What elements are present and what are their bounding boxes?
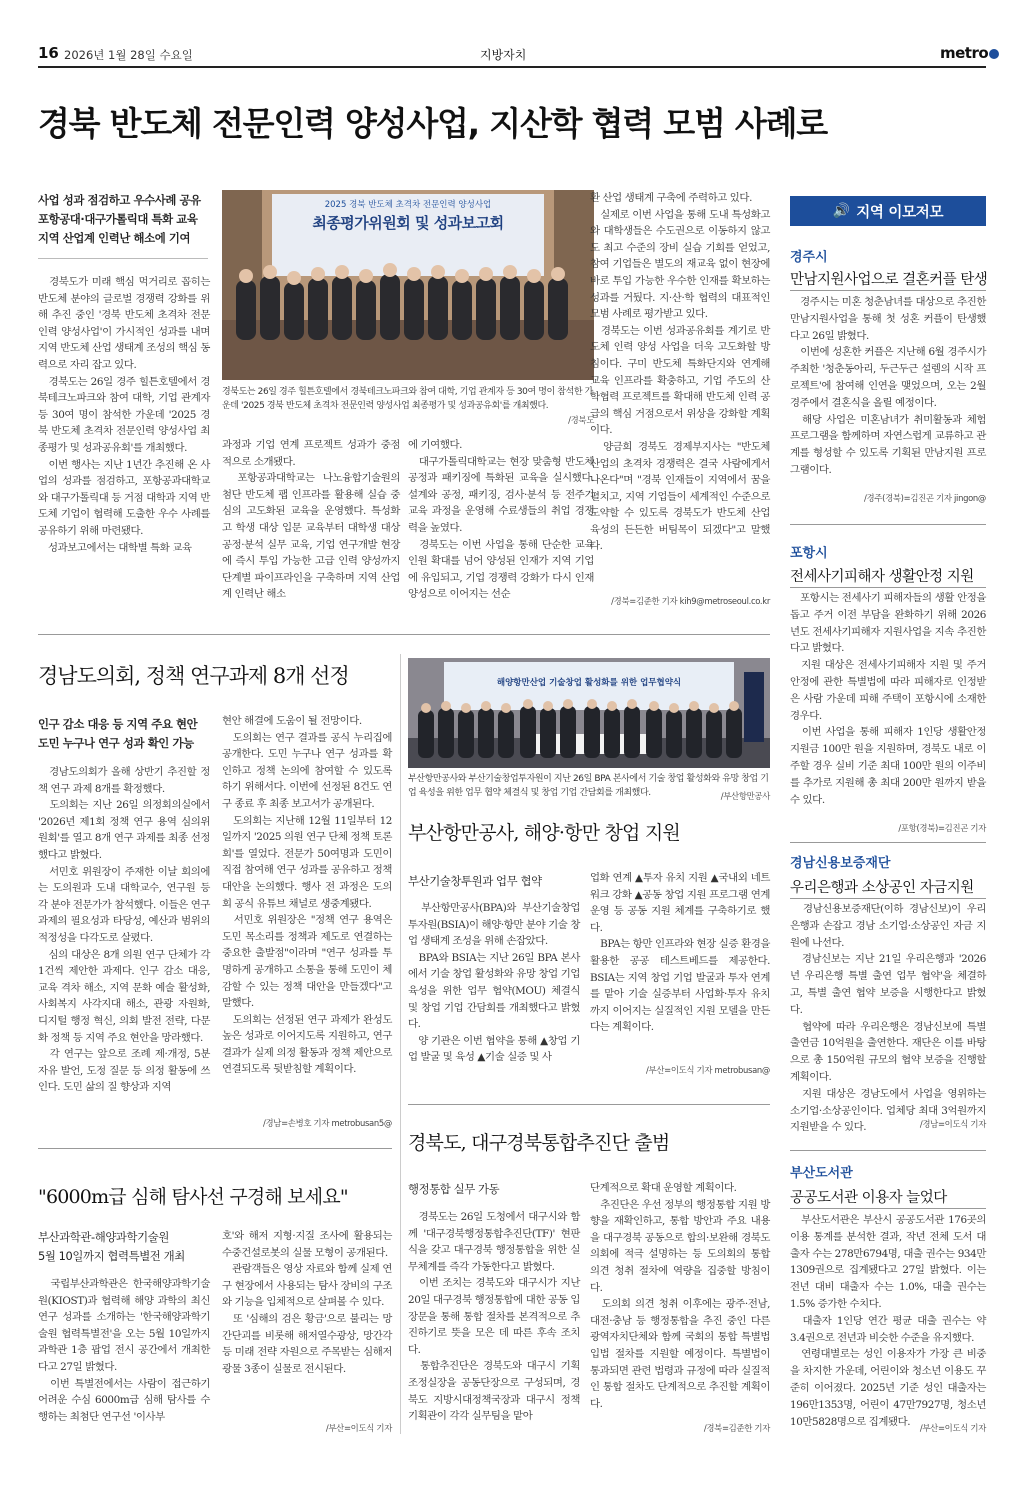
rule-main-bottom [38,634,770,635]
main-subhead-rule [38,258,208,259]
sidebar-title-busanlib: 공공도서관 이용자 늘었다 [790,1190,947,1206]
speaker-icon: 🔊 [832,203,851,219]
main-byline: /경북=김준한 기자 kih9@metroseoul.co.kr [611,596,770,606]
sidebar-text-pohang: 포항시는 전세사기 피해자들의 생활 안정을 돕고 주거 이전 부담을 완화하기 위해 2026년도 전세사기피해자 지원사업을 지속 추진한다고 밝혔다. 지원 대상은 전세사기피해자 지원 및 주거안정에 관한 특별법에 따라 피해자로 인정받은 사람 가운데 피해 주택이 포항시에 소재한 경우다. 이번 사업을 통해 피해자 1인당 생활안정 지원금 100만 원을 지원하며, 경북도 내로 이주할 경우 실비 기준 최대 100만 원의 이주비를 추가로 지원해 총 최대 200만 원까지 받을 수 있다. [790,592,986,806]
sidebar-rule-gnsinbo [790,898,986,899]
busan-port-col1: 부산항만공사(BPA)와 부산기술창업투자원(BSIA)이 해양·항만 분야 기술 창업 생태계 조성을 위해 손잡았다. BPA와 BSIA는 지난 26일 BPA 본사에서 기술 창업 활성화와 유망 창업 기업 육성을 위한 업무 협약(MOU) 체결식 및 창업 기업 간담회를 개최했다고 밝혔다. 양 기관은 이번 협약을 통해 ▲창업 기업 발굴 및 육성 ▲기술 실증 및 사 [408,902,580,1064]
busan-port-photo-graphic [408,658,770,768]
metro-logo [940,43,999,63]
busan-port-byline: /부산=이도식 기자 metrobusan@ [646,1065,770,1075]
sidebar-rule-gyeongju [790,290,986,291]
sidebar-header-title: 지역 이모저모 [856,204,944,221]
sidebar-rule-busanlib [790,1208,986,1209]
main-photo [222,190,594,380]
sidebar-text-gnsinbo: 경남신용보증재단(이하 경남신보)이 우리은행과 손잡고 경남 소기업·소상공인 자금 지원에 나선다. 경남신보는 지난 21일 우리은행과 '2026년 우리은행 특별 출연 업무 협약'을 체결하고, 특별 출연 협약 보증을 시행한다고 밝혔다. 협약에 따라 우리은행은 경남신보에 특별 출연금 10억원을 출연한다. 재단은 이를 바탕으로 총 150억원 규모의 협약 보증을 진행할 계획이다. 지원 대상은 경남도에서 사업을 영위하는 소기업·소상공인이다. 업체당 최대 3억원까지 지원받을 수 있다. [790,903,986,1134]
sidebar-rule-pohang [790,587,986,588]
metro-logo-text: metro [940,44,989,62]
sidebar-region-pohang: 포항시 [790,546,828,561]
main-col3: 에 기여했다. 대구가톨릭대학교는 현장 맞춤형 반도체 공정과 패키징에 특화된 교육을 실시했다. 설계와 공정, 패키징, 검사·분석 등 전주기 교육 과정을 운영해 수료생들의 취업 경쟁력을 높였다. 경북도는 이번 사업을 통해 단순한 교육 인원 확대를 넘어 양성된 인재가 지역 기업에 유입되고, 기업 경쟁력 강화가 다시 인재 양성으로 이어지는 선순 [408,439,594,601]
kiost-col2: 호'와 해저 지형·지질 조사에 활용되는 수중건설로봇의 실물 모형이 공개된다. 관람객들은 영상 자료와 함께 실제 연구 현장에서 사용되는 탐사 장비의 구조와 기능을 입체적으로 살펴볼 수 있다. 또 '심해의 검은 황금'으로 불리는 망간단괴를 비롯해 해저열수광상, 망간각 등 미래 전략 자원으로 주목받는 심해저 광물 3종이 실물로 전시된다. [222,1230,392,1375]
main-col2: 과정과 기업 연계 프로젝트 성과가 중점적으로 소개됐다. 포항공과대학교는 나노융합기술원의 첨단 반도체 팹 인프라를 활용해 실습 중심의 고도화된 교육을 운영했다. 특성화고 학생 대상 입문 교육부터 대학생 대상 공정·분석 실무 교육, 기업 연구개발 현장에 즉시 투입 가능한 고급 인력 양성까지 단계별 파이프라인을 구축하며 지역 산업계 인력난 해소 [222,439,400,601]
daegu-byline: /경북=김준한 기자 [703,1423,770,1433]
sidebar-byline-gyeongju: /경주(경북)=김진곤 기자 jingon@ [864,493,986,503]
main-col1: 경북도가 미래 핵심 먹거리로 꼽히는 반도체 분야의 글로벌 경쟁력 강화를 위해 추진 중인 '경북 반도체 초격차 전문인력 양성사업'이 가시적인 성과를 내며 지역 반도체 산업 생태계 조성의 핵심 동력으로 자리 잡고 있다. 경북도는 26일 경주 힐튼호텔에서 경북테크노파크와 참여 대학, 기업 관계자 등 30여 명이 참석한 가운데 '2025 경북 반도체 초격차 전문인력 양성사업 최종평가 및 성과공유회'를 개최했다. 이번 행사는 지난 1년간 추진해 온 사업의 성과를 점검하고, 포항공과대학교와 대구가톨릭대 등 거점 대학과 지역 반도체 기업이 협력해 도출한 우수 사례를 공유하기 위해 마련됐다. 성과보고에서는 대학별 특화 교육 [38,276,210,554]
issue-date: 2026년 1월 28일 수요일 [64,48,193,62]
sidebar-title-gyeongju: 만남지원사업으로 결혼커플 탄생 [790,272,988,288]
gyeongnam-col1: 경남도의회가 올해 상반기 추진할 정책 연구 과제 8개를 확정했다. 도의회는 지난 26일 의정회의실에서 '2026년 제1회 정책 연구 용역 심의위원회'를 열고 8개 연구 과제를 최종 선정했다고 밝혔다. 서민호 위원장이 주재한 이날 회의에는 도의원과 도내 대학교수, 연구원 등 각 분야 전문가가 참석했다. 이들은 연구 과제의 필요성과 타당성, 예산과 범위의 적정성을 다각도로 살폈다. 심의 대상은 8개 의원 연구 단체가 각 1건씩 제안한 과제다. 인구 감소 대응, 교육 격차 해소, 지역 문화 예술 활성화, 사회복지 사각지대 해소, 관광 자원화, 디지털 행정 혁신, 의회 발전 전략, 다문화 정책 등 지역 주요 현안을 망라했다. 각 연구는 앞으로 조례 제·개정, 5분 자유 발언, 도정 질문 등 의정 활동에 쓰인다. 도민 삶의 질 향상과 지역 [38,766,210,1094]
header-rule [38,66,986,68]
main-photo-banner-small: 2025 경북 반도체 초격차 전문인력 양성사업 [324,200,492,210]
sidebar-title-pohang: 전세사기피해자 생활안정 지원 [790,569,974,585]
sidebar-header [790,196,986,226]
busan-port-col2: 업화 연계 ▲투자 유치 지원 ▲국내외 네트워크 강화 ▲공동 창업 지원 프로그램 연계 운영 등 공동 지원 체계를 구축하기로 했다. BPA는 항만 인프라와 현장 실증 환경을 활용한 공공 테스트베드를 제공한다. BSIA는 지역 창업 기업 발굴과 투자 연계를 맡아 기술 실증부터 사업화·투자 유치까지 이어지는 실질적인 지원 모델을 만든다는 계획이다. [590,872,770,1034]
section-name: 지방자치 [480,48,527,62]
sidebar-divider-3 [790,1150,986,1151]
sidebar-byline-gnsinbo: /경남=이도식 기자 [919,1119,986,1129]
gyeongnam-byline: /경남=손병호 기자 metrobusan5@ [262,1118,392,1128]
busan-port-photo-credit: /부산항만공사 [720,791,770,801]
rule-kiost-top [38,1148,392,1149]
sidebar-text-busanlib: 부산도서관은 부산시 공공도서관 176곳의 이용 통계를 분석한 결과, 작년 전체 도서 대출자 수는 278만6794명, 대출 권수는 934만1309권으로 집계됐다고 27일 밝혔다. 이는 전년 대비 대출자 수는 1.0%, 대출 권수는 1.5% 증가한 수치다. 대출자 1인당 연간 평균 대출 권수는 약 3.4권으로 전년과 비슷한 수준을 유지했다. 연령대별로는 성인 이용자가 가장 큰 비중을 차지한 가운데, 어린이와 청소년 이용도 꾸준히 이어졌다. 2025년 기준 성인 대출자는 196만1353명, 어린이 47만7927명, 청소년 10만5828명으로 집계됐다. [790,1214,986,1428]
main-photo-banner-title: 최종평가위원회 및 성과보고회 [312,214,504,232]
kiost-headline: "6000m급 심해 탐사선 구경해 보세요" [38,1186,348,1208]
busan-port-photo [408,658,770,768]
rule-vertical-mid [400,654,401,1434]
main-col4: 환 산업 생태계 구축에 주력하고 있다. 실제로 이번 사업을 통해 도내 특성화고와 대학생들은 수도권으로 이동하지 않고도 최고 수준의 장비 실습 기회를 얻었고, 참여 기업들은 별도의 재교육 없이 현장에 바로 투입 가능한 우수한 인재를 확보하는 성과를 거뒀다. 지·산·학 협력의 대표적인 모범 사례로 평가받고 있다. 경북도는 이번 성과공유회를 계기로 반도체 인력 양성 사업을 더욱 고도화할 방침이다. 구미 반도체 특화단지와 연계해 교육 인프라를 확충하고, 기업 주도의 산학협력 프로젝트를 확대해 반도체 인력 공급의 핵심 거점으로서 위상을 강화할 계획이다. 양금희 경북도 경제부지사는 "반도체 산업의 초격차 경쟁력은 결국 사람에게서 나온다"며 "경북 인재들이 지역에서 꿈을 펼치고, 지역 기업들이 세계적인 수준으로 도약할 수 있도록 경북도가 반도체 산업 육성의 든든한 버팀목이 되겠다"고 말했다. [590,192,770,553]
gyeongnam-col2: 현안 해결에 도움이 될 전망이다. 도의회는 연구 결과를 공식 누리집에 공개한다. 도민 누구나 연구 성과를 확인하고 정책 논의에 참여할 수 있도록 하기 위해서다. 이번에 선정된 8건도 연구 종료 후 최종 보고서가 공개된다. 도의회는 지난해 12월 11일부터 12일까지 '2025 의원 연구 단체 정책 토론회'를 열었다. 전문가 50여명과 도민이 직접 참여해 연구 성과를 공유하고 정책 대안을 논의했다. 행사 전 과정은 도의회 공식 유튜브 채널로 생중계됐다. 서민호 위원장은 "정책 연구 용역은 도민 목소리를 정책과 제도로 연결하는 중요한 출발점"이라며 "연구 성과를 투명하게 공개하고 소통을 통해 도민이 체감할 수 있는 정책 대안을 만들겠다"고 말했다. 도의회는 선정된 연구 과제가 완성도 높은 성과로 이어지도록 지원하고, 연구 결과가 실제 의정 활동과 정책 제안으로 연결되도록 뒷받침할 계획이다. [222,715,393,1076]
sidebar-region-gnsinbo: 경남신용보증재단 [790,856,891,871]
main-headline: 경북 반도체 전문인력 양성사업, 지산학 협력 모범 사례로 [38,104,827,143]
sidebar-divider-2 [790,842,986,843]
daegu-headline: 경북도, 대구경북통합추진단 출범 [408,1132,670,1154]
kiost-subheads: 부산과학관-해양과학기술원 5월 10일까지 협력특별전 개최 [38,1230,185,1263]
page-number: 16 [38,44,59,62]
sidebar-region-gyeongju: 경주시 [790,250,828,265]
daegu-col1: 경북도는 26일 도청에서 대구시와 함께 '대구경북행정통합추진단(TF)' 현판식을 갖고 대구경북 행정통합을 위한 실무체계를 즉각 가동한다고 밝혔다. 이번 조치는 경북도와 대구시가 지난 20일 대구경북 행정통합에 대한 공동 입장문을 통해 통합 절차를 본격적으로 추진하기로 뜻을 모은 데 따른 후속 조치다. 통합추진단은 경북도와 대구시 기획조정실장을 공동단장으로 구성되며, 경북도 지방시대정책국장과 대구시 정책기획관이 각각 실무팀을 맡아 [408,1211,580,1423]
kiost-byline: /부산=이도식 기자 [325,1423,392,1433]
sidebar-region-busanlib: 부산도서관 [790,1166,853,1181]
gyeongnam-headline: 경남도의회, 정책 연구과제 8개 선정 [38,664,349,688]
busan-port-photo-banner: 해양항만산업 기술창업 활성화를 위한 업무협약식 [496,678,682,688]
daegu-col2: 단계적으로 확대 운영할 계획이다. 추진단은 우선 정부의 행정통합 지원 방향을 재확인하고, 통합 방안과 주요 내용을 대구경북 공동으로 합의·보완해 경북도의회에 적극 설명하는 등 도의회의 통합 의견 청취 절차에 역량을 집중할 방침이다. 도의회 의견 청취 이후에는 광주·전남, 대전·충남 등 행정통합을 추진 중인 다른 광역자치단체와 함께 국회의 통합 특별법 입법 절차를 지원할 예정이다. 특별법이 통과되면 관련 법령과 규정에 따라 실질적인 통합 절차도 단계적으로 추진할 계획이다. [590,1182,770,1410]
sidebar-byline-pohang: /포항(경북)=김진곤 기자 [898,823,986,833]
busan-port-subheads: 부산기술창투원과 업무 협약 [408,874,542,888]
sidebar-text-gyeongju: 경주시는 미혼 청춘남녀를 대상으로 추진한 만남지원사업을 통해 첫 성혼 커플이 탄생했다고 26일 밝혔다. 이번에 성혼한 커플은 지난해 6월 경주시가 주최한 '청춘동아리, 두근두근 설렘의 시작 프로젝트'에 참여해 인연을 맺었으며, 오는 2월 경주에서 결혼식을 올릴 예정이다. 해당 사업은 미혼남녀가 취미활동과 체험 프로그램을 함께하며 자연스럽게 교류하고 관계를 형성할 수 있도록 기획된 만남지원 프로그램이다. [790,296,986,476]
daegu-subheads: 행정통합 실무 가동 [408,1182,500,1196]
sidebar-divider-1 [790,524,986,525]
kiost-col1: 국립부산과학관은 한국해양과학기술원(KIOST)과 협력해 해양 과학의 최신 연구 성과를 소개하는 '한국해양과학기술원 협력특별전'을 오는 5월 10일까지 과학관 1층 팝업 전시 공간에서 개최한다고 27일 밝혔다. 이번 특별전에서는 사람이 접근하기 어려운 수심 6000m급 심해 탐사를 수행하는 최첨단 연구선 '이사부 [38,1278,210,1423]
main-photo-credit: /경북도 [568,415,594,425]
rule-busan-bottom [408,1104,770,1105]
sidebar-title-gnsinbo: 우리은행과 소상공인 자금지원 [790,880,974,896]
gyeongnam-subheads: 인구 감소 대응 등 지역 주요 현안 도민 누구나 연구 성과 확인 가능 [38,717,198,750]
busan-port-photo-caption: 부산항만공사와 부산기술창업투자원이 지난 26일 BPA 본사에서 기술 창업 활성화와 유망 창업 기업 육성을 위한 업무 협약 체결식 및 창업 기업 간담회를 개최했다. [408,774,769,798]
main-photo-caption: 경북도는 26일 경주 힐튼호텔에서 경북테크노파크와 참여 대학, 기업 관계자 등 30여 명이 참석한 가운데 '2025 경북 반도체 초격차 전문인력 양성사업 최종평가 및 성과공유회'를 개최했다. [222,387,593,411]
busan-port-headline: 부산항만공사, 해양·항만 창업 지원 [408,822,680,844]
main-subheads: 사업 성과 점검하고 우수사례 공유 포항공대·대구가톨릭대 특화 교육 지역 산업계 인력난 해소에 기여 [38,193,201,245]
sidebar-byline-busanlib: /부산=이도식 기자 [919,1423,986,1433]
logo-circle-icon [989,49,999,59]
